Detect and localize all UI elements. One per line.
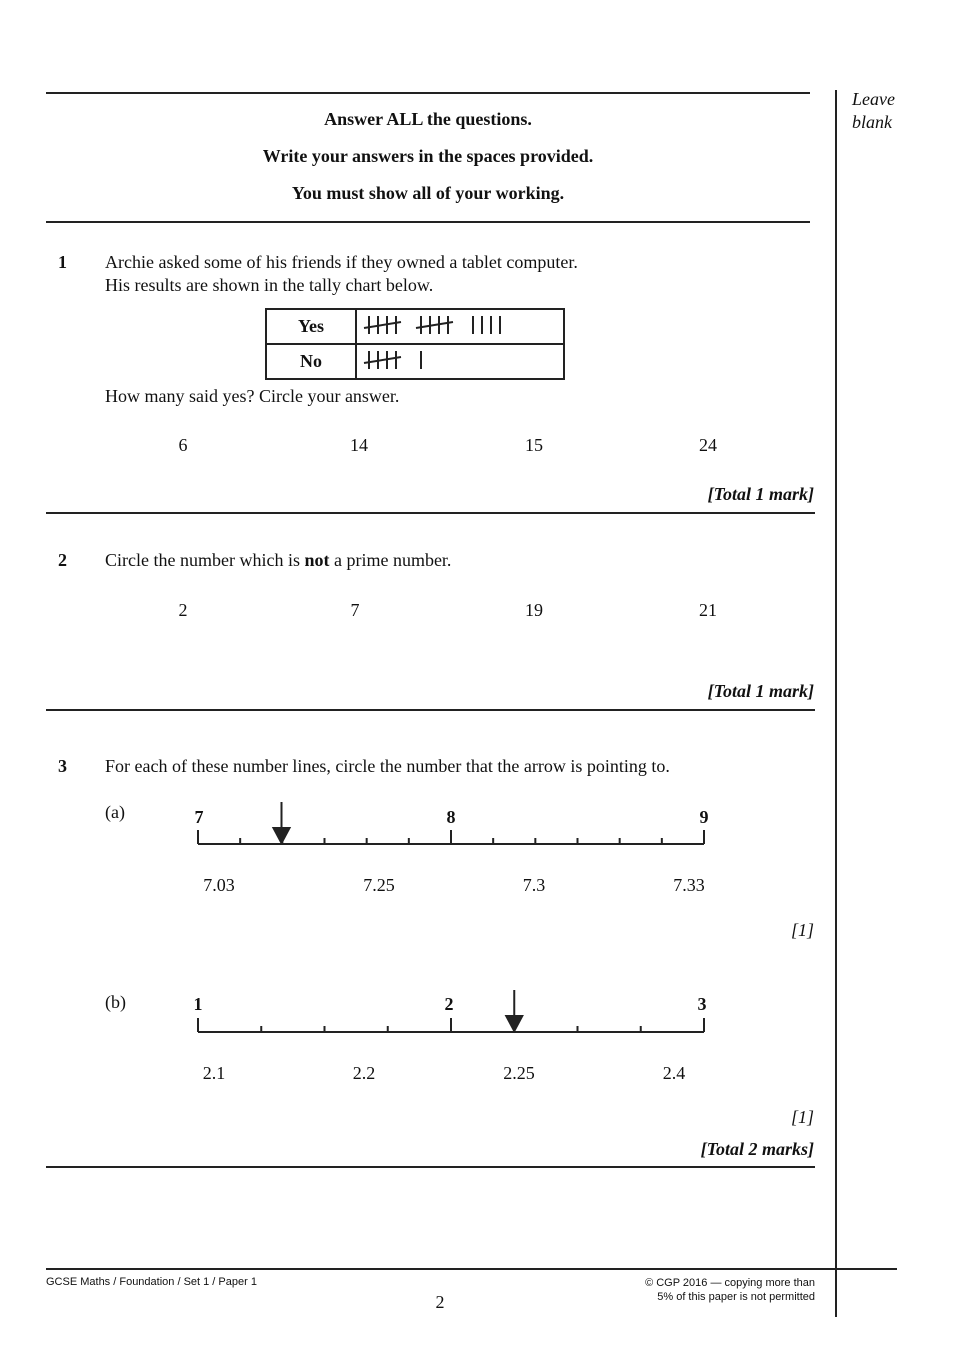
- q3a-mid-label: 8: [446, 807, 456, 827]
- instruction-answer-all: Answer ALL the questions.: [324, 109, 532, 129]
- page-number: 2: [435, 1292, 445, 1312]
- q3a-label: (a): [105, 802, 125, 822]
- footer-rule: [46, 1268, 897, 1270]
- q3a-mark: [1]: [790, 920, 814, 940]
- q3a-choice-4[interactable]: 7.33: [673, 875, 705, 895]
- q3-total-mark: [Total 2 marks]: [700, 1139, 814, 1159]
- q3b-mark: [1]: [790, 1107, 814, 1127]
- tally-marks-no: [356, 344, 564, 379]
- q3-bottom-rule: [46, 1166, 815, 1168]
- tally-marks-yes: [356, 309, 564, 344]
- q3b-label: (b): [105, 992, 126, 1012]
- q3a-choice-1[interactable]: 7.03: [203, 875, 235, 895]
- question-1-line-1: Archie asked some of his friends if they owned a tablet computer.: [105, 252, 578, 272]
- footer-paper-info: GCSE Maths / Foundation / Set 1 / Paper 1: [46, 1276, 257, 1288]
- q2-choice-4[interactable]: 21: [699, 600, 717, 620]
- q1-choice-1[interactable]: 6: [178, 435, 188, 455]
- instruction-write-answers: Write your answers in the spaces provided.: [262, 146, 594, 166]
- q3b-mid-label: 2: [444, 994, 454, 1014]
- q2-choice-1[interactable]: 2: [178, 600, 188, 620]
- q3b-choice-2[interactable]: 2.2: [352, 1063, 376, 1083]
- q1-choice-2[interactable]: 14: [350, 435, 368, 455]
- q3a-start-label: 7: [194, 807, 204, 827]
- q3b-choice-1[interactable]: 2.1: [202, 1063, 226, 1083]
- tally-marks-no-svg: [357, 345, 563, 373]
- q2-choice-3[interactable]: 19: [525, 600, 543, 620]
- instructions-top-rule: [46, 92, 810, 94]
- question-1-prompt: How many said yes? Circle your answer.: [105, 386, 400, 406]
- q1-choice-3[interactable]: 15: [525, 435, 543, 455]
- q3a-choice-3[interactable]: 7.3: [522, 875, 546, 895]
- question-2-number: 2: [58, 550, 67, 570]
- q3a-arrow-head: [273, 828, 289, 843]
- tally-chart: [265, 308, 565, 380]
- q3a-number-line: [190, 800, 720, 860]
- tally-label-no: No: [266, 344, 356, 379]
- question-2-text: Circle the number which is not a prime number.: [105, 550, 452, 570]
- q2-bottom-rule: [46, 709, 815, 711]
- question-3-number: 3: [58, 756, 67, 776]
- instruction-show-working: You must show all of your working.: [291, 183, 565, 203]
- q3b-end-label: 3: [697, 994, 707, 1014]
- q1-choice-4[interactable]: 24: [699, 435, 717, 455]
- footer-copyright: © CGP 2016 — copying more than 5% of this paper is not permitted: [645, 1277, 815, 1303]
- tally-label-yes: Yes: [266, 309, 356, 344]
- tally-marks-yes-svg: [357, 310, 563, 338]
- question-3-text: For each of these number lines, circle the number that the arrow is pointing to.: [105, 756, 670, 776]
- q1-bottom-rule: [46, 512, 815, 514]
- question-1-number: 1: [58, 252, 67, 272]
- question-1-text: [105, 251, 578, 297]
- q2-total-mark: [Total 1 mark]: [707, 681, 814, 701]
- q3a-choice-2[interactable]: 7.25: [363, 875, 395, 895]
- margin-rule: [835, 90, 837, 1317]
- q3b-choice-4[interactable]: 2.4: [662, 1063, 686, 1083]
- question-1-line-2: His results are shown in the tally chart below.: [105, 275, 434, 295]
- q3b-start-label: 1: [193, 994, 203, 1014]
- q3b-number-line: [190, 988, 720, 1048]
- q3b-choice-3[interactable]: 2.25: [503, 1063, 535, 1083]
- q2-choice-2[interactable]: 7: [350, 600, 360, 620]
- instructions-bottom-rule: [46, 221, 810, 223]
- q3a-end-label: 9: [699, 807, 709, 827]
- question-2-emphasis: not: [304, 550, 330, 570]
- leave-blank-label: Leave blank: [852, 89, 895, 132]
- q1-total-mark: [Total 1 mark]: [707, 484, 814, 504]
- q3b-arrow-head: [506, 1016, 522, 1031]
- tally-row-no: [266, 344, 564, 379]
- tally-row-yes: [266, 309, 564, 344]
